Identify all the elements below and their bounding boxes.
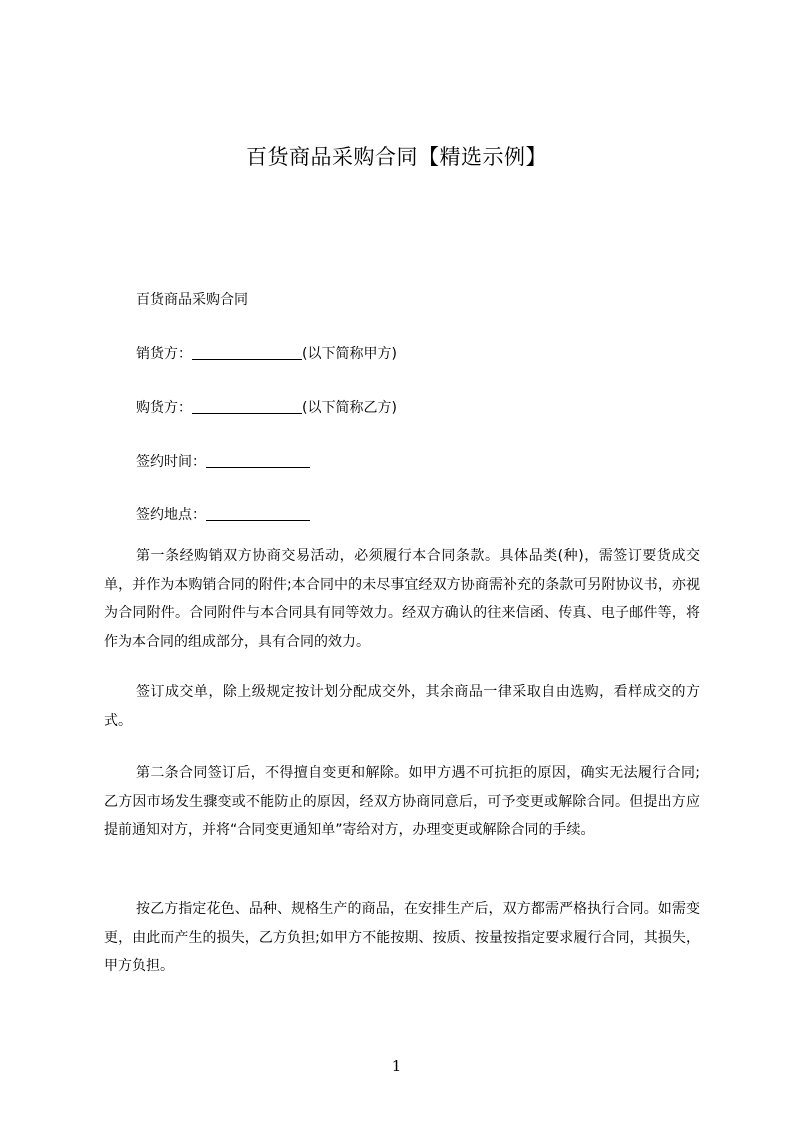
sign-time-field (136, 452, 310, 472)
buyer-suffix: (以下简称乙方) (302, 400, 397, 416)
article-1-paragraph: 第一条经购销双方协商交易活动，必须履行本合同条款。具体品类(种)，需签订要货成交单，并作为本购销合同的附件;本合同中的未尽事宜经双方协商需补充的条款可另附协议书，亦视为合同附件。合同附件与本合同具有同等效力。经双方确认的往来信函、传真、电子邮件等，将作为本合同的组成部分，具有合同的效力。 (104, 548, 700, 650)
document-title: 百货商品采购合同【精选示例】 (246, 145, 547, 169)
designated-goods-paragraph: 按乙方指定花色、品种、规格生产的商品，在安排生产后，双方都需严格执行合同。如需变更，由此而产生的损失，乙方负担;如甲方不能按期、按质、按量按指定要求履行合同，其损失，甲方负担。 (104, 901, 700, 974)
order-method-paragraph: 签订成交单，除上级规定按计划分配成交外，其余商品一律采取自由选购，看样成交的方式。 (104, 684, 700, 729)
sign-place-field (136, 505, 310, 525)
buyer-field (136, 398, 397, 418)
seller-blank (192, 345, 302, 360)
article-2-paragraph: 第二条合同签订后，不得擅自变更和解除。如甲方遇不可抗拒的原因，确实无法履行合同;乙方因市场发生骤变或不能防止的原因，经双方协商同意后，可予变更或解除合同。但提出方应提前通知对方，并将“合同变更通知单”寄给对方，办理变更或解除合同的手续。 (104, 765, 700, 838)
buyer-blank (192, 399, 302, 414)
sign-time-label: 签约时间： (136, 454, 206, 470)
buyer-label: 购货方： (136, 400, 192, 416)
seller-field (136, 344, 397, 364)
seller-label: 销货方： (136, 346, 192, 362)
sign-place-label: 签约地点： (136, 507, 206, 523)
contract-subtitle: 百货商品采购合同 (136, 292, 248, 308)
sign-place-blank (206, 506, 310, 521)
seller-suffix: (以下简称甲方) (302, 346, 397, 362)
sign-time-blank (206, 453, 310, 468)
page-number: 1 (391, 1057, 402, 1075)
